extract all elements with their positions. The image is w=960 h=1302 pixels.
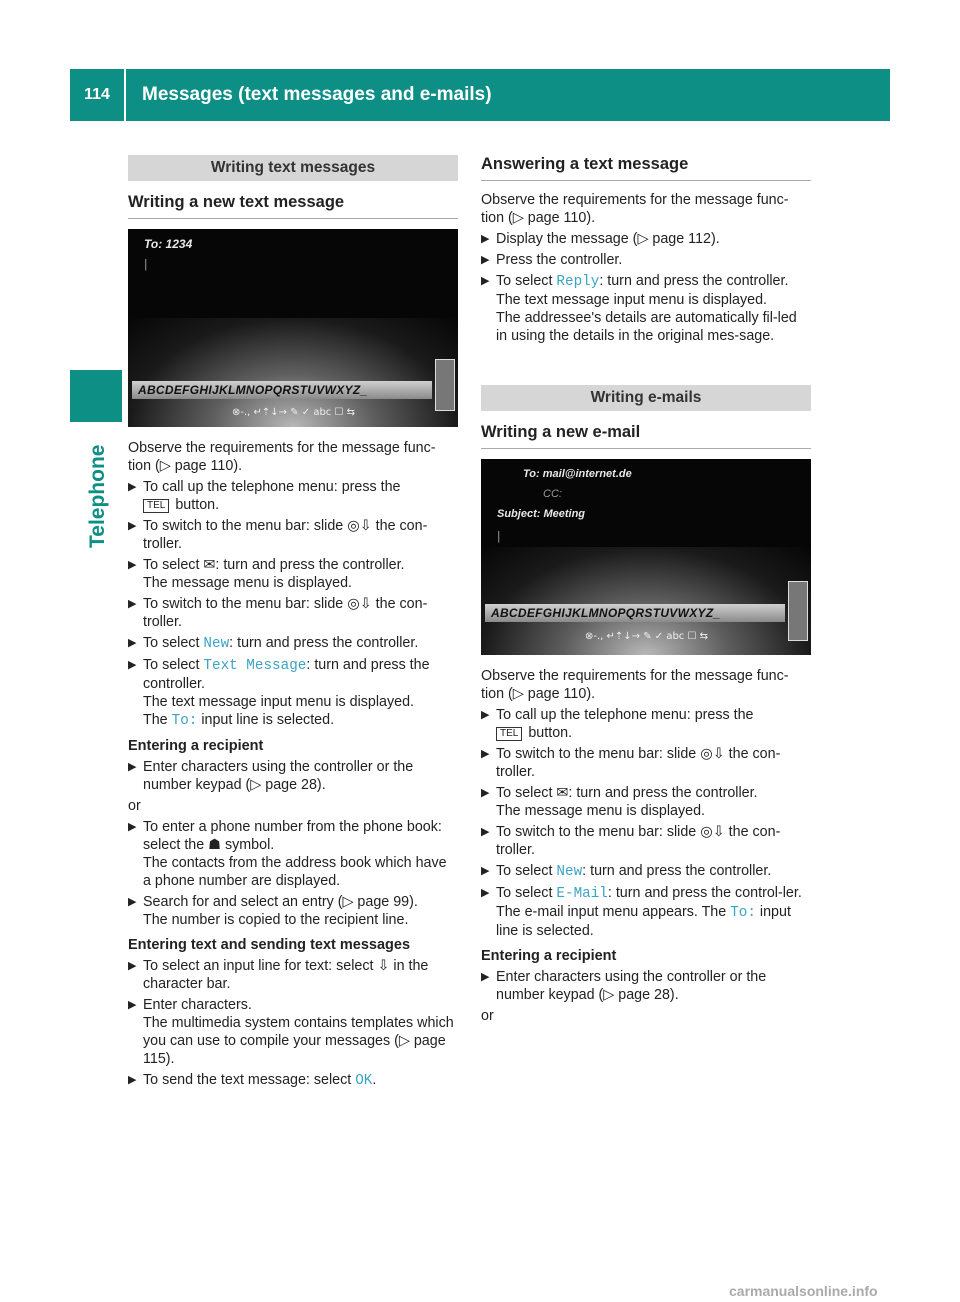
or-text: or xyxy=(481,1008,494,1024)
menu-item-new: New xyxy=(556,864,583,880)
step: ▶ To call up the telephone menu: press the TEL button. xyxy=(128,479,401,513)
email-screen-image xyxy=(481,459,811,655)
menu-item-text-message: Text Message xyxy=(203,658,307,674)
step: ▶ Enter characters using the controller or the number keypad (▷ page 28). xyxy=(128,759,414,793)
intro-text: Observe the requirements for the message func-tion (▷ page 110). xyxy=(128,440,436,474)
menu-item-email: E-Mail xyxy=(556,886,608,902)
screen-subject-line: Subject: Meeting xyxy=(497,508,586,520)
menu-item-ok: OK xyxy=(355,1073,373,1089)
or-text: or xyxy=(128,798,141,814)
screen-cursor: | xyxy=(144,257,148,271)
screen-keyboard: ABCDEFGHIJKLMNOPQRSTUVWXYZ_ xyxy=(485,604,785,622)
controller-slide-down-icon: ◎⇩ xyxy=(347,518,372,534)
screen-side-buttons xyxy=(788,581,808,641)
page-header xyxy=(70,69,890,121)
step: ▶ To switch to the menu bar: slide ◎⇩ the con-troller. xyxy=(128,596,428,630)
step: ▶ Press the controller. xyxy=(481,252,623,268)
side-tab-block xyxy=(70,370,122,422)
intro-text: Observe the requirements for the message func-tion (▷ page 110). xyxy=(481,192,789,226)
field-to: To: xyxy=(171,713,198,729)
controller-slide-down-icon: ◎⇩ xyxy=(347,596,372,612)
screen-to-line: To: 1234 xyxy=(144,237,193,251)
step: ▶ Enter characters using the controller or the number keypad (▷ page 28). xyxy=(481,969,767,1003)
heading-entering-recipient: Entering a recipient xyxy=(128,738,264,754)
envelope-icon: ✉ xyxy=(556,785,569,801)
menu-item-reply: Reply xyxy=(556,274,600,290)
screen-keyboard: ABCDEFGHIJKLMNOPQRSTUVWXYZ_ xyxy=(132,381,432,399)
chapter-title: Messages (text messages and e-mails) xyxy=(142,84,492,105)
left-column xyxy=(128,155,458,1090)
screen-to-line: To: mail@internet.de xyxy=(523,468,632,480)
page-number: 114 xyxy=(70,69,126,121)
screen-cc-line: CC: xyxy=(543,488,562,500)
section-subtitle: Writing a new e-mail xyxy=(481,423,811,449)
controller-slide-down-icon: ◎⇩ xyxy=(700,746,725,762)
step: ▶ To select Reply: turn and press the controller. The text message input menu is displayed. The addressee's details are automatically fil-led in using the details in the original mes-sage. xyxy=(481,273,797,344)
heading-entering-text: Entering text and sending text messages xyxy=(128,937,411,953)
step: ▶ To select an input line for text: select ⇩ in the character bar. xyxy=(128,958,429,992)
step: ▶ To call up the telephone menu: press the TEL button. xyxy=(481,707,754,741)
intro-text: Observe the requirements for the message func-tion (▷ page 110). xyxy=(481,668,789,702)
arrow-down-icon: ⇩ xyxy=(377,958,390,974)
field-to: To: xyxy=(730,905,756,921)
step: ▶ To select E-Mail: turn and press the control-ler. The e-mail input menu appears. The To: input line is selected. xyxy=(481,885,802,939)
step: ▶ To enter a phone number from the phone book: select the ☗ symbol. The contacts from the address book which have a phone number are displayed. xyxy=(128,819,447,889)
step: ▶ To select New: turn and press the controller. xyxy=(481,863,772,880)
side-tab-label: Telephone xyxy=(86,444,109,548)
contact-person-icon: ☗ xyxy=(208,837,221,853)
step: ▶ To select Text Message: turn and press the controller. The text message input menu is displayed. The To: input line is selected. xyxy=(128,657,430,729)
heading-answering: Answering a text message xyxy=(481,155,811,181)
step: ▶ Display the message (▷ page 112). xyxy=(481,231,720,247)
envelope-icon: ✉ xyxy=(203,557,216,573)
tel-key-icon: TEL xyxy=(496,727,522,741)
step: ▶ Search for and select an entry (▷ page 99). The number is copied to the recipient line. xyxy=(128,894,418,928)
sms-screen-image xyxy=(128,229,458,427)
watermark-footer: carmanualsonline.info xyxy=(729,1283,878,1299)
step: ▶ Enter characters. The multimedia system contains templates which you can use to compile your messages (▷ page 115). xyxy=(128,997,454,1067)
tel-key-icon: TEL xyxy=(143,499,169,513)
step: ▶ To select ✉: turn and press the controller. The message menu is displayed. xyxy=(128,557,405,591)
step: ▶ To send the text message: select OK. xyxy=(128,1072,377,1089)
section-box-title: Writing text messages xyxy=(128,155,458,181)
step: ▶ To select New: turn and press the controller. xyxy=(128,635,419,652)
screen-menubar: ⊗-., ↵⇡↓→ ✎ ✓ abc ☐ ⇆ xyxy=(232,407,356,418)
screen-menubar: ⊗-., ↵⇡↓→ ✎ ✓ abc ☐ ⇆ xyxy=(585,631,709,642)
step: ▶ To switch to the menu bar: slide ◎⇩ the con-troller. xyxy=(481,746,781,780)
right-column xyxy=(481,155,811,1025)
heading-entering-recipient: Entering a recipient xyxy=(481,948,617,964)
screen-cursor: | xyxy=(497,529,501,543)
step: ▶ To switch to the menu bar: slide ◎⇩ the con-troller. xyxy=(128,518,428,552)
step: ▶ To select ✉: turn and press the controller. The message menu is displayed. xyxy=(481,785,758,819)
step: ▶ To switch to the menu bar: slide ◎⇩ the con-troller. xyxy=(481,824,781,858)
screen-side-buttons xyxy=(435,359,455,411)
menu-item-new: New xyxy=(203,636,230,652)
section-box-title: Writing e-mails xyxy=(481,385,811,411)
controller-slide-down-icon: ◎⇩ xyxy=(700,824,725,840)
section-subtitle: Writing a new text message xyxy=(128,193,458,219)
